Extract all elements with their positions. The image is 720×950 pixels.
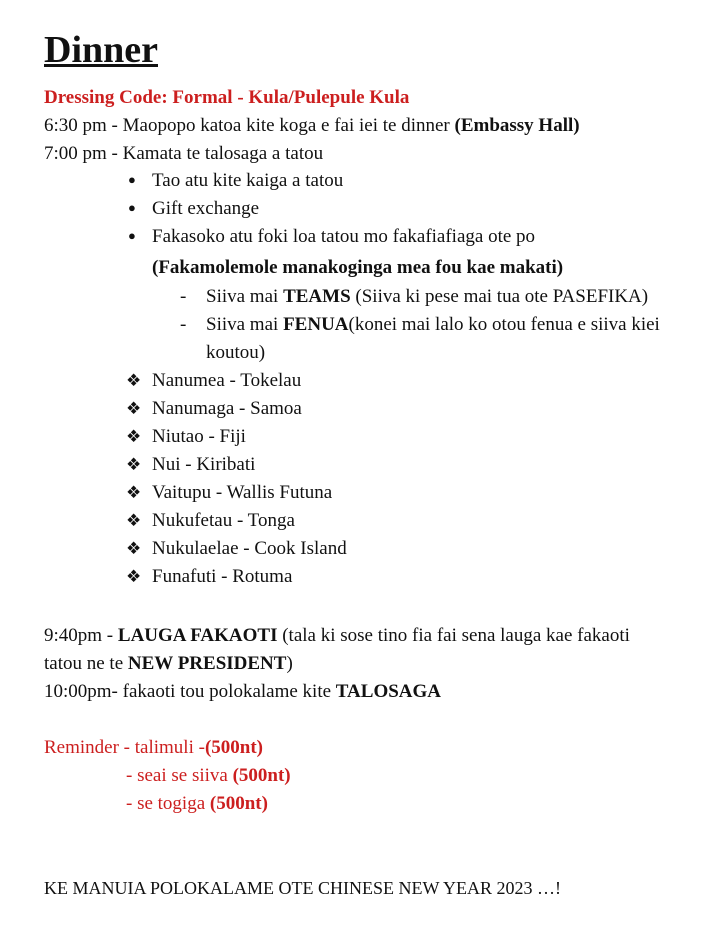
dash-icon: - (180, 286, 187, 307)
closing-line-2: tatou ne te NEW PRESIDENT) (44, 653, 293, 674)
bullet-item-1: Tao atu kite kaiga a tatou (152, 170, 344, 191)
schedule-line-2: 7:00 pm - Kamata te talosaga a tatou (44, 143, 324, 164)
diamond-icon: ❖ (126, 539, 142, 558)
diamond-icon: ❖ (126, 455, 142, 474)
dash-icon: - (180, 314, 187, 335)
reminder-line-1: Reminder - talimuli -(500nt) (44, 737, 263, 758)
schedule-line-1: 6:30 pm - Maopopo katoa kite koga e fai iei te dinner (Embassy Hall) (44, 115, 580, 136)
diamond-icon: ❖ (126, 399, 142, 418)
diamond-icon: ❖ (126, 371, 142, 390)
pairing-item: Vaitupu - Wallis Futuna (152, 482, 333, 503)
footer-message: KE MANUIA POLOKALAME OTE CHINESE NEW YEAR 2023 …! (44, 878, 561, 898)
dash-item-fenua: Siiva mai FENUA(konei mai lalo ko otou fenua e siiva kiei (206, 314, 660, 335)
pairing-item: Nanumea - Tokelau (152, 370, 302, 391)
bullet-item-2: Gift exchange (152, 198, 260, 219)
pairing-item: Niutao - Fiji (152, 426, 246, 447)
bullet-icon: ● (128, 228, 136, 243)
closing-line-1: 9:40pm - LAUGA FAKAOTI (tala ki sose tino fia fai sena lauga kae fakaoti (44, 625, 630, 646)
page-title: Dinner (44, 29, 158, 71)
closing-line-3: 10:00pm- fakaoti tou polokalame kite TALOSAGA (44, 681, 442, 702)
reminder-line-3: - se togiga (500nt) (126, 793, 268, 814)
pairing-item: Funafuti - Rotuma (152, 566, 293, 587)
diamond-icon: ❖ (126, 427, 142, 446)
diamond-icon: ❖ (126, 567, 142, 586)
dash-item-teams: Siiva mai TEAMS (Siiva ki pese mai tua ote PASEFIKA) (206, 286, 649, 307)
bullet-icon: ● (128, 172, 136, 187)
dash-item-fenua-cont: koutou) (206, 342, 266, 363)
bullet-icon: ● (128, 200, 136, 215)
pairing-item: Nukulaelae - Cook Island (152, 538, 347, 559)
diamond-icon: ❖ (126, 511, 142, 530)
reminder-line-2: - seai se siiva (500nt) (126, 765, 291, 786)
dress-code: Dressing Code: Formal - Kula/Pulepule Kula (44, 87, 410, 108)
bullet-subnote: (Fakamolemole manakoginga mea fou kae makati) (152, 257, 564, 278)
pairing-item: Nui - Kiribati (152, 454, 256, 475)
pairing-item: Nanumaga - Samoa (152, 398, 302, 419)
pairing-item: Nukufetau - Tonga (152, 510, 295, 531)
diamond-icon: ❖ (126, 483, 142, 502)
bullet-item-3: Fakasoko atu foki loa tatou mo fakafiafiaga ote po (152, 226, 536, 247)
